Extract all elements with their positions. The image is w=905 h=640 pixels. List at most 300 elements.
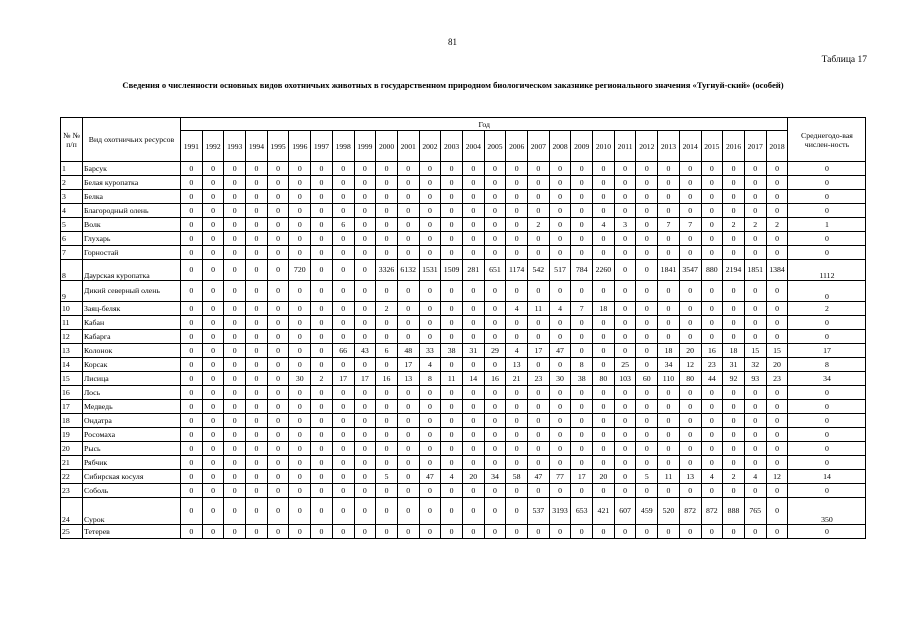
year-value-cell: 2 [723,470,745,484]
year-value-cell: 58 [506,470,528,484]
year-value-cell: 16 [484,372,506,386]
year-header: 1998 [332,131,354,162]
table-row [61,162,866,176]
year-value-cell: 0 [614,414,636,428]
table-body [61,162,866,539]
year-value-cell: 0 [506,386,528,400]
year-value-cell: 0 [267,281,289,302]
year-value-cell: 0 [549,484,571,498]
year-value-cell: 0 [332,456,354,470]
year-value-cell: 0 [332,281,354,302]
year-value-cell: 13 [397,372,419,386]
year-value-cell: 0 [246,232,268,246]
year-value-cell: 4 [549,302,571,316]
species-name: Белая куропатка [83,176,181,190]
year-value-cell: 0 [658,176,680,190]
year-value-cell: 0 [506,525,528,539]
year-value-cell: 0 [571,176,593,190]
year-value-cell: 16 [376,372,398,386]
year-value-cell: 38 [571,372,593,386]
year-value-cell: 0 [376,456,398,470]
year-value-cell: 0 [766,525,788,539]
year-value-cell: 0 [723,316,745,330]
year-value-cell: 0 [549,330,571,344]
table-row [61,246,866,260]
year-value-cell: 7 [658,218,680,232]
year-value-cell: 0 [224,525,246,539]
year-value-cell: 0 [181,176,203,190]
year-value-cell: 0 [679,316,701,330]
year-value-cell: 0 [441,302,463,316]
table-row [61,414,866,428]
species-name: Кабан [83,316,181,330]
year-value-cell: 0 [549,442,571,456]
year-value-cell: 0 [441,190,463,204]
year-value-cell: 0 [549,525,571,539]
year-value-cell: 0 [462,281,484,302]
year-value-cell: 0 [289,386,311,400]
row-number: 24 [61,498,83,525]
row-number: 20 [61,442,83,456]
year-value-cell: 0 [397,428,419,442]
average-value: 0 [788,442,866,456]
year-value-cell: 14 [462,372,484,386]
year-value-cell: 0 [484,204,506,218]
year-value-cell: 0 [224,204,246,218]
year-value-cell: 0 [376,162,398,176]
year-value-cell: 0 [289,498,311,525]
year-value-cell: 0 [246,358,268,372]
year-value-cell: 0 [658,330,680,344]
year-value-cell: 0 [354,190,376,204]
year-value-cell: 0 [202,162,224,176]
year-value-cell: 0 [181,470,203,484]
year-value-cell: 0 [181,281,203,302]
year-value-cell: 0 [376,358,398,372]
year-value-cell: 0 [571,246,593,260]
year-value-cell: 0 [549,386,571,400]
year-value-cell: 0 [462,330,484,344]
year-value-cell: 11 [441,372,463,386]
year-value-cell: 0 [484,525,506,539]
year-value-cell: 0 [419,302,441,316]
year-value-cell: 0 [528,330,550,344]
year-value-cell: 0 [462,316,484,330]
average-value: 0 [788,162,866,176]
year-value-cell: 0 [311,246,333,260]
year-value-cell: 0 [441,428,463,442]
row-number: 10 [61,302,83,316]
year-value-cell: 0 [376,525,398,539]
year-value-cell: 0 [311,302,333,316]
year-value-cell: 0 [202,302,224,316]
year-value-cell: 0 [441,386,463,400]
year-header: 2008 [549,131,571,162]
year-value-cell: 110 [658,372,680,386]
average-value: 0 [788,246,866,260]
year-value-cell: 0 [354,330,376,344]
year-value-cell: 0 [354,456,376,470]
table-row [61,498,866,525]
row-number: 15 [61,372,83,386]
year-value-cell: 517 [549,260,571,281]
year-value-cell: 0 [549,281,571,302]
year-value-cell: 0 [528,232,550,246]
year-value-cell: 421 [593,498,615,525]
year-value-cell: 0 [484,400,506,414]
year-value-cell: 0 [376,498,398,525]
row-number: 16 [61,386,83,400]
year-value-cell: 0 [593,428,615,442]
year-value-cell: 0 [723,204,745,218]
year-value-cell: 0 [224,484,246,498]
year-value-cell: 0 [571,386,593,400]
year-value-cell: 0 [202,442,224,456]
year-value-cell: 13 [506,358,528,372]
year-value-cell: 0 [441,218,463,232]
year-value-cell: 0 [462,428,484,442]
row-number: 9 [61,281,83,302]
year-value-cell: 0 [484,232,506,246]
year-value-cell: 0 [181,316,203,330]
year-value-cell: 0 [354,232,376,246]
species-name: Колонок [83,344,181,358]
year-value-cell: 0 [766,414,788,428]
average-value: 1 [788,218,866,232]
year-value-cell: 0 [311,400,333,414]
year-value-cell: 0 [528,525,550,539]
year-value-cell: 0 [311,470,333,484]
year-value-cell: 0 [397,330,419,344]
row-number: 19 [61,428,83,442]
year-value-cell: 0 [419,176,441,190]
year-value-cell: 0 [376,316,398,330]
year-value-cell: 0 [376,176,398,190]
year-value-cell: 4 [506,302,528,316]
year-value-cell: 0 [636,162,658,176]
year-value-cell: 0 [267,428,289,442]
average-value: 0 [788,281,866,302]
year-value-cell: 0 [462,358,484,372]
year-value-cell: 0 [354,525,376,539]
year-value-cell: 0 [723,190,745,204]
year-value-cell: 542 [528,260,550,281]
species-name: Рысь [83,442,181,456]
year-value-cell: 0 [267,190,289,204]
year-value-cell: 0 [246,344,268,358]
year-value-cell: 0 [484,176,506,190]
year-header: 2006 [506,131,528,162]
year-value-cell: 4 [419,358,441,372]
year-value-cell: 0 [419,204,441,218]
row-number: 3 [61,190,83,204]
year-header: 1993 [224,131,246,162]
year-value-cell: 0 [267,484,289,498]
average-value: 0 [788,484,866,498]
year-value-cell: 2 [766,218,788,232]
year-value-cell: 0 [528,414,550,428]
year-value-cell: 0 [354,218,376,232]
year-value-cell: 0 [723,400,745,414]
year-value-cell: 653 [571,498,593,525]
year-value-cell: 0 [441,400,463,414]
year-header-row [61,131,866,162]
year-value-cell: 0 [744,386,766,400]
species-name: Тетерев [83,525,181,539]
year-value-cell: 0 [506,176,528,190]
year-value-cell: 0 [397,484,419,498]
year-value-cell: 0 [723,176,745,190]
year-value-cell: 0 [506,428,528,442]
year-value-cell: 872 [679,498,701,525]
year-value-cell: 0 [441,176,463,190]
year-value-cell: 0 [549,218,571,232]
year-value-cell: 0 [679,302,701,316]
row-number: 25 [61,525,83,539]
year-header: 2003 [441,131,463,162]
year-value-cell: 0 [571,400,593,414]
year-value-cell: 0 [766,484,788,498]
year-value-cell: 0 [636,400,658,414]
year-value-cell: 0 [246,400,268,414]
year-value-cell: 0 [679,330,701,344]
table-row [61,372,866,386]
year-value-cell: 0 [224,316,246,330]
year-value-cell: 0 [593,358,615,372]
year-value-cell: 0 [744,190,766,204]
year-value-cell: 1841 [658,260,680,281]
year-value-cell: 0 [614,456,636,470]
year-value-cell: 0 [202,204,224,218]
year-value-cell: 17 [354,372,376,386]
year-value-cell: 0 [376,386,398,400]
year-value-cell: 0 [462,400,484,414]
year-value-cell: 0 [549,204,571,218]
average-value: 17 [788,344,866,358]
year-value-cell: 0 [679,281,701,302]
species-name: Сибирская косуля [83,470,181,484]
year-value-cell: 0 [506,400,528,414]
year-value-cell: 0 [679,400,701,414]
year-value-cell: 3 [614,218,636,232]
year-value-cell: 20 [462,470,484,484]
year-value-cell: 0 [723,456,745,470]
year-value-cell: 0 [181,246,203,260]
average-value: 0 [788,400,866,414]
year-value-cell: 0 [224,498,246,525]
year-value-cell: 0 [376,204,398,218]
year-value-cell: 17 [397,358,419,372]
year-value-cell: 0 [289,330,311,344]
year-value-cell: 0 [636,246,658,260]
year-value-cell: 0 [202,316,224,330]
year-value-cell: 0 [267,232,289,246]
year-value-cell: 0 [267,456,289,470]
year-value-cell: 0 [289,525,311,539]
year-value-cell: 0 [246,470,268,484]
average-value: 0 [788,330,866,344]
year-value-cell: 0 [462,204,484,218]
year-value-cell: 0 [181,372,203,386]
year-value-cell: 0 [701,176,723,190]
year-value-cell: 0 [289,218,311,232]
year-value-cell: 0 [224,372,246,386]
year-value-cell: 0 [441,525,463,539]
year-value-cell: 0 [376,442,398,456]
year-value-cell: 0 [224,330,246,344]
year-value-cell: 0 [658,204,680,218]
year-value-cell: 0 [506,281,528,302]
year-value-cell: 0 [549,428,571,442]
year-value-cell: 0 [246,246,268,260]
year-header: 1991 [181,131,203,162]
year-value-cell: 0 [397,281,419,302]
year-value-cell: 0 [636,330,658,344]
year-value-cell: 0 [744,232,766,246]
year-value-cell: 0 [528,162,550,176]
year-value-cell: 0 [267,386,289,400]
year-value-cell: 0 [224,456,246,470]
year-value-cell: 0 [658,386,680,400]
year-value-cell: 0 [202,386,224,400]
year-value-cell: 0 [397,246,419,260]
year-value-cell: 0 [181,386,203,400]
year-value-cell: 0 [181,442,203,456]
year-value-cell: 0 [246,218,268,232]
year-value-cell: 0 [679,456,701,470]
species-name: Сурок [83,498,181,525]
table-row [61,456,866,470]
year-value-cell: 0 [246,162,268,176]
row-number: 2 [61,176,83,190]
year-value-cell: 0 [614,428,636,442]
year-value-cell: 0 [354,386,376,400]
year-value-cell: 0 [289,162,311,176]
year-value-cell: 0 [744,281,766,302]
year-value-cell: 0 [267,442,289,456]
year-value-cell: 651 [484,260,506,281]
year-value-cell: 0 [658,456,680,470]
year-value-cell: 0 [462,302,484,316]
year-value-cell: 0 [311,176,333,190]
year-value-cell: 0 [441,330,463,344]
year-value-cell: 0 [462,442,484,456]
year-value-cell: 0 [636,386,658,400]
year-value-cell: 0 [311,414,333,428]
table-row [61,484,866,498]
year-value-cell: 7 [679,218,701,232]
year-value-cell: 0 [484,190,506,204]
year-value-cell: 44 [701,372,723,386]
species-name: Корсак [83,358,181,372]
year-header: 1992 [202,131,224,162]
year-value-cell: 5 [376,470,398,484]
year-value-cell: 0 [766,246,788,260]
year-value-cell: 0 [484,386,506,400]
table-row [61,232,866,246]
table-row [61,470,866,484]
year-value-cell: 0 [549,162,571,176]
year-value-cell: 4 [744,470,766,484]
year-value-cell: 34 [658,358,680,372]
year-value-cell: 0 [484,330,506,344]
year-value-cell: 0 [593,176,615,190]
year-value-cell: 0 [441,498,463,525]
year-value-cell: 0 [311,484,333,498]
average-value: 0 [788,414,866,428]
year-value-cell: 0 [202,358,224,372]
year-value-cell: 0 [571,190,593,204]
row-number: 23 [61,484,83,498]
year-header: 1997 [311,131,333,162]
year-value-cell: 48 [397,344,419,358]
year-value-cell: 0 [202,246,224,260]
year-value-cell: 0 [202,330,224,344]
year-value-cell: 0 [397,316,419,330]
species-name: Лисица [83,372,181,386]
year-value-cell: 0 [181,484,203,498]
row-number: 5 [61,218,83,232]
year-value-cell: 0 [679,414,701,428]
year-value-cell: 0 [614,386,636,400]
year-value-cell: 0 [636,232,658,246]
year-value-cell: 0 [636,316,658,330]
average-value: 0 [788,190,866,204]
year-value-cell: 0 [332,316,354,330]
year-value-cell: 0 [289,428,311,442]
year-value-cell: 0 [311,232,333,246]
year-value-cell: 0 [181,400,203,414]
year-value-cell: 0 [549,456,571,470]
year-value-cell: 0 [614,232,636,246]
year-value-cell: 0 [224,246,246,260]
year-value-cell: 0 [744,484,766,498]
average-value: 0 [788,232,866,246]
year-value-cell: 0 [311,162,333,176]
year-value-cell: 0 [528,400,550,414]
year-value-cell: 765 [744,498,766,525]
year-value-cell: 0 [614,344,636,358]
year-value-cell: 0 [397,456,419,470]
year-value-cell: 0 [593,344,615,358]
table-row [61,442,866,456]
year-value-cell: 0 [181,358,203,372]
year-value-cell: 15 [766,344,788,358]
year-value-cell: 520 [658,498,680,525]
year-value-cell: 31 [723,358,745,372]
year-value-cell: 0 [332,330,354,344]
year-value-cell: 0 [462,218,484,232]
species-name: Кабарга [83,330,181,344]
year-value-cell: 0 [419,246,441,260]
year-value-cell: 537 [528,498,550,525]
year-value-cell: 0 [332,162,354,176]
year-value-cell: 0 [246,372,268,386]
year-value-cell: 0 [593,316,615,330]
year-value-cell: 0 [419,162,441,176]
year-value-cell: 0 [397,470,419,484]
year-value-cell: 0 [397,400,419,414]
year-value-cell: 0 [202,281,224,302]
year-value-cell: 0 [766,330,788,344]
year-value-cell: 0 [528,176,550,190]
year-value-cell: 0 [614,302,636,316]
year-value-cell: 0 [701,386,723,400]
year-header: 2009 [571,131,593,162]
year-value-cell: 0 [202,232,224,246]
year-header: 2005 [484,131,506,162]
year-value-cell: 0 [354,176,376,190]
